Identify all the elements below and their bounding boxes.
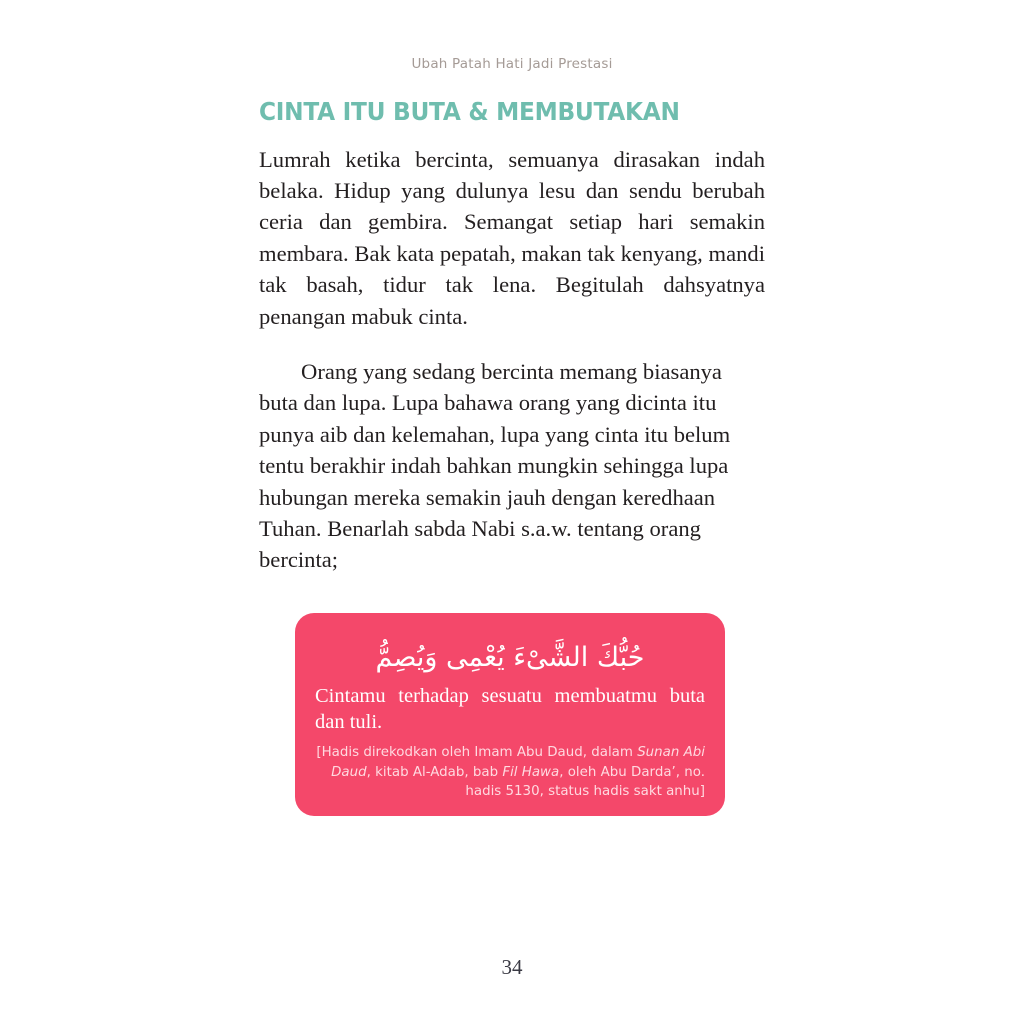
- citation-suffix: , oleh Abu Darda’, no. hadis 5130, status hadis sakt anhu]: [465, 764, 705, 799]
- hadith-citation: [315, 743, 705, 802]
- page-number: 34: [501, 955, 523, 979]
- hadith-arabic-text: حُبُّكَ الشَّىْءَ يُعْمِى وَيُصِمُّ: [375, 642, 645, 673]
- section-title: CINTA ITU BUTA & MEMBUTAKAN: [259, 97, 680, 126]
- citation-prefix: [Hadis direkodkan oleh Imam Abu Daud, dalam: [316, 745, 638, 760]
- citation-chapter-title: Fil Hawa: [502, 764, 560, 780]
- citation-source-title: Sunan Abi Daud: [331, 745, 705, 780]
- body-paragraph-2: Orang yang sedang bercinta memang biasanya buta dan lupa. Lupa bahawa orang yang dicinta itu punya aib dan kelemahan, lupa yang cinta itu belum tentu berakhir indah bahkan mungkin sehingga lupa hubungan mereka semakin jauh dengan keredhaan Tuhan. Benarlah sabda Nabi s.a.w. tentang orang bercinta;: [259, 358, 731, 573]
- content-column: [259, 98, 765, 582]
- running-head: Ubah Patah Hati Jadi Prestasi: [411, 56, 613, 72]
- hadith-translation: Cintamu terhadap sesuatu membuatmu buta dan tuli.: [315, 685, 705, 733]
- citation-middle: , kitab Al-Adab, bab: [366, 764, 503, 780]
- body-paragraph-1: Lumrah ketika bercinta, semuanya dirasakan indah belaka. Hidup yang dulunya lesu dan sendu berubah ceria dan gembira. Semangat setiap hari semakin membara. Bak kata pepatah, makan tak kenyang, mandi tak basah, tidur tak lena. Begitulah dahsyatnya penangan mabuk cinta.: [259, 146, 765, 329]
- hadith-quote-box: [295, 613, 725, 816]
